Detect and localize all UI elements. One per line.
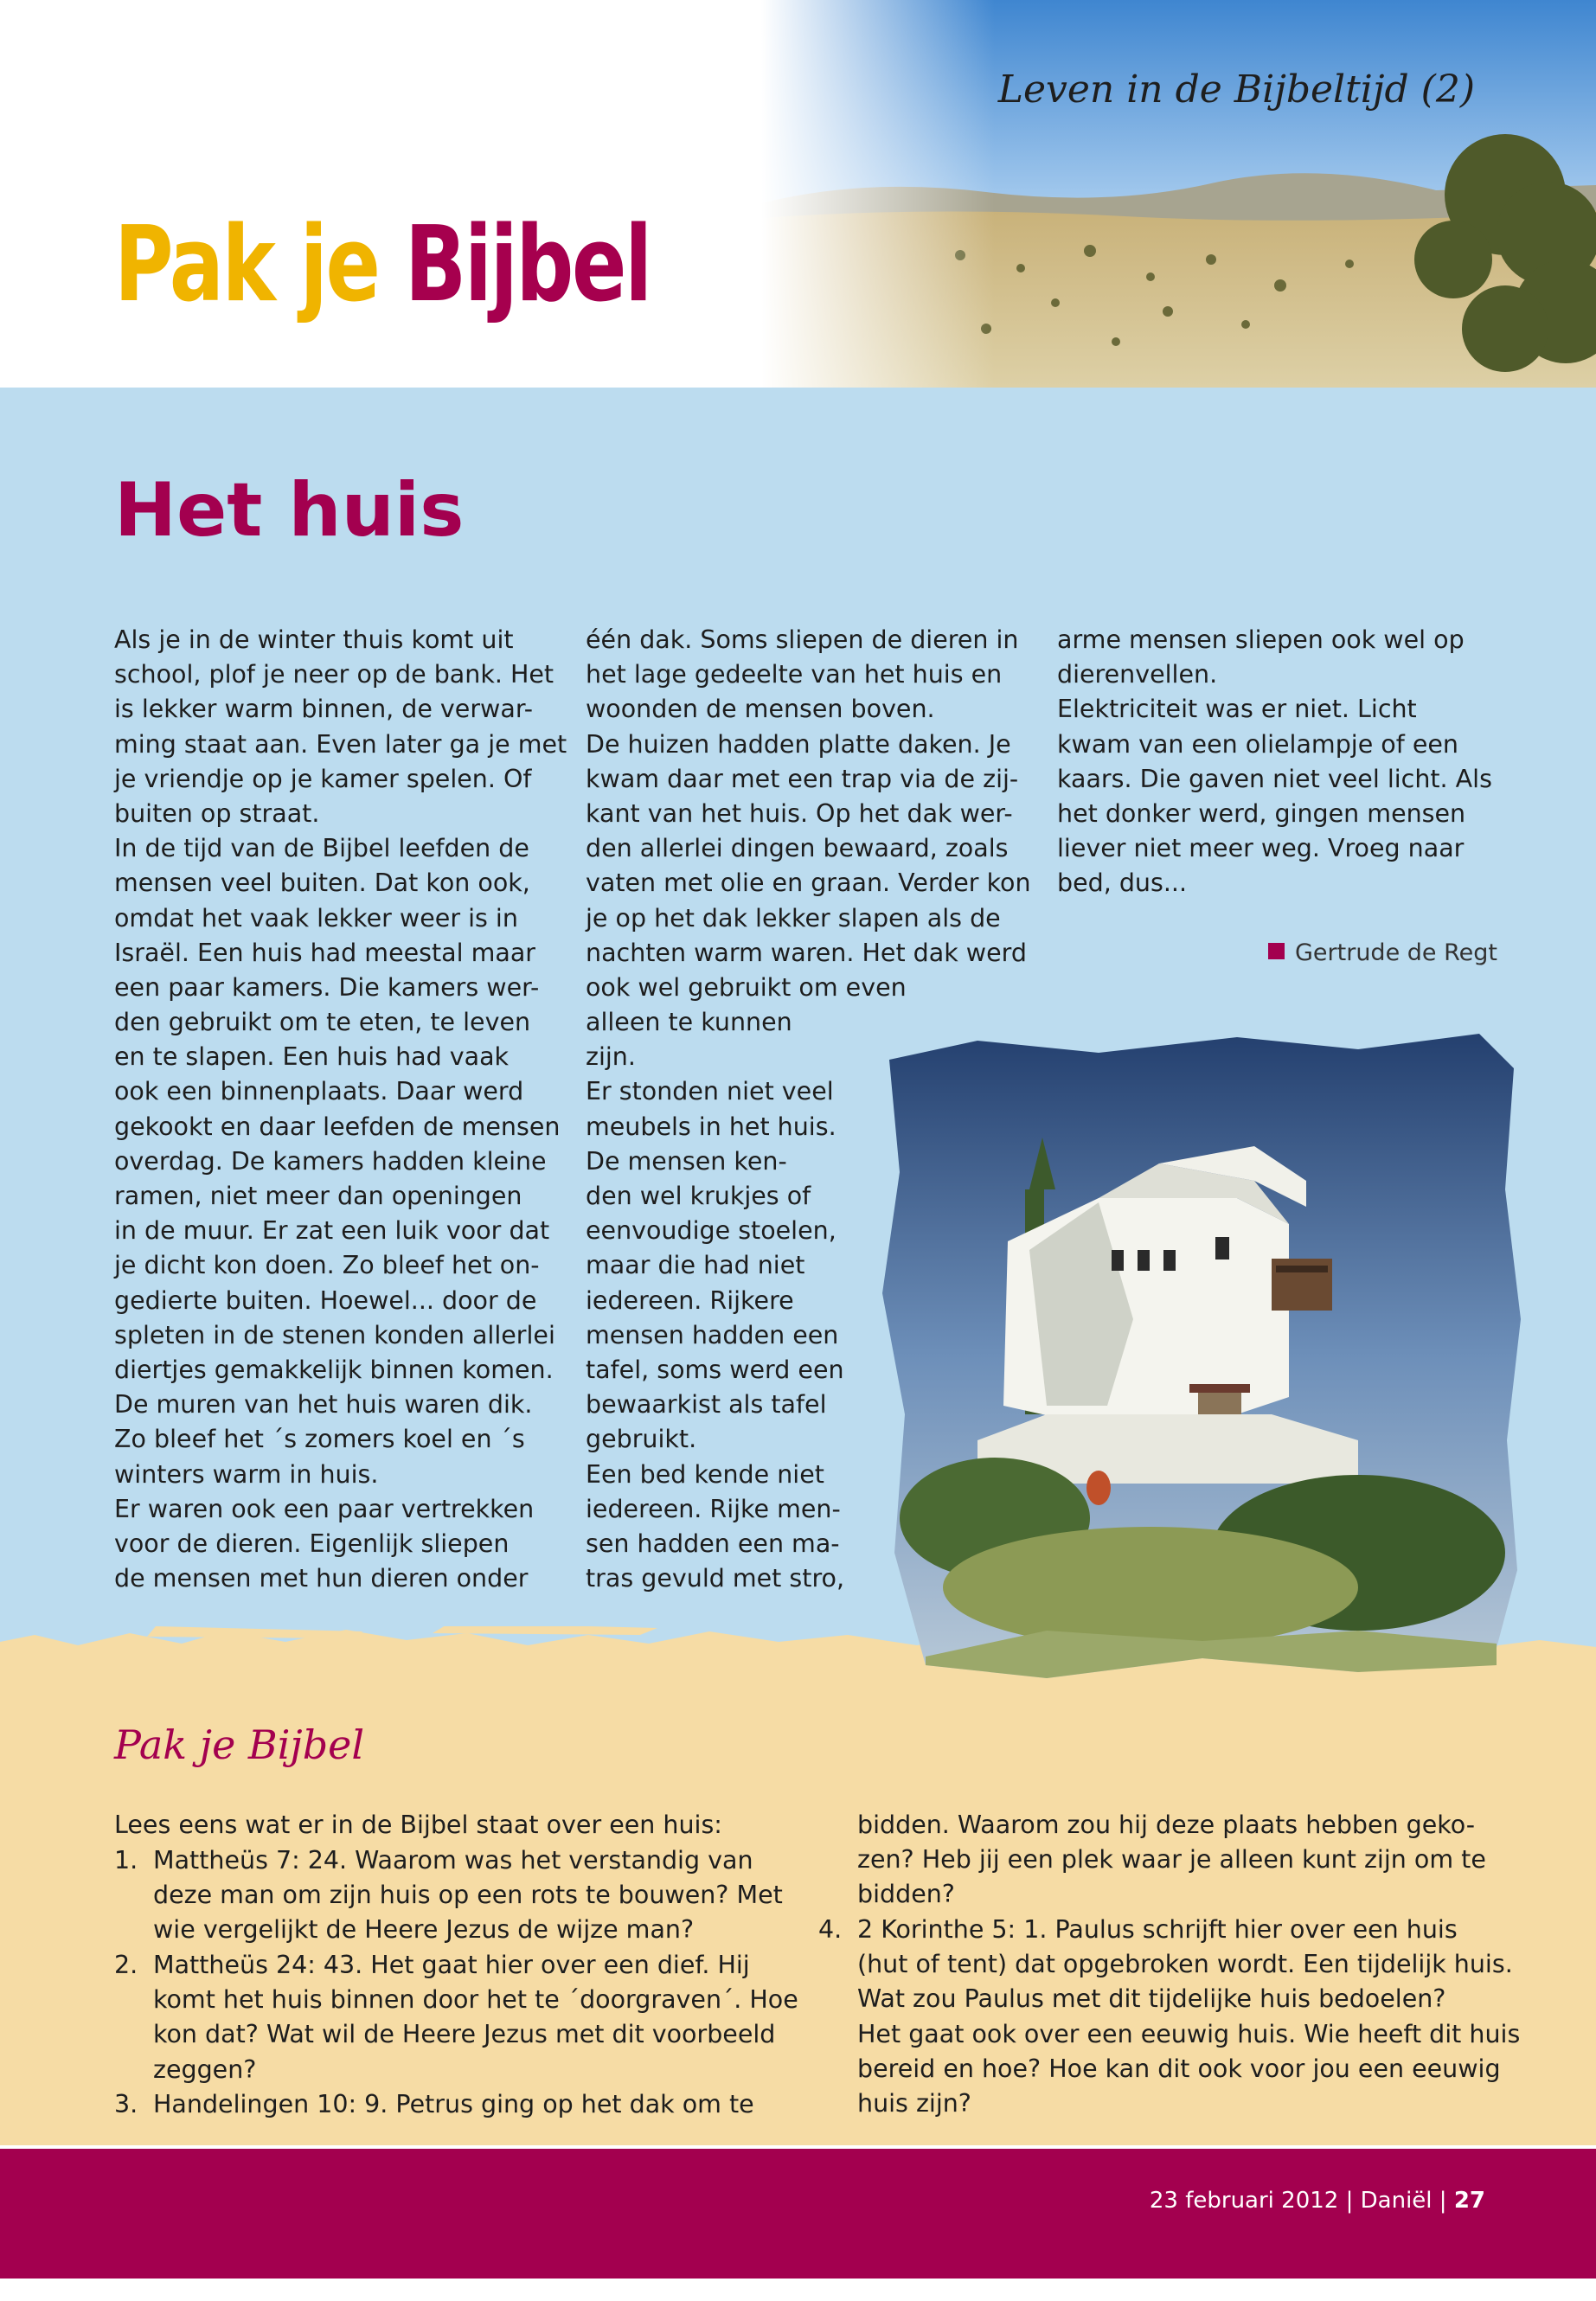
text-line: de mensen met hun dieren onder [114, 1564, 529, 1593]
question-1 [114, 1843, 783, 1948]
text-line: het lage gedeelte van het huis en [586, 660, 1003, 689]
text-line: mensen veel buiten. Dat kon ook, [114, 868, 530, 898]
house-painting [874, 1034, 1527, 1678]
text-line: één dak. Soms sliepen de dieren in [586, 625, 1019, 654]
text-line: ook wel gebruikt om even [586, 972, 907, 1002]
text-line: is lekker warm binnen, de verwar- [114, 695, 533, 724]
text-line: maar die had niet [586, 1251, 805, 1280]
text-line: ming staat aan. Even later ga je met [114, 729, 567, 759]
text-line: voor de dieren. Eigenlijk sliepen [114, 1529, 510, 1558]
series-title: Leven in de Bijbeltijd (2) [997, 67, 1475, 112]
page-footer [0, 2149, 1596, 2279]
text-line: kaars. Die gaven niet veel licht. Als [1057, 764, 1492, 793]
author-credit [1268, 939, 1497, 966]
text-line: sen hadden een ma- [586, 1529, 840, 1558]
text-line: alleen te kunnen [586, 1008, 792, 1037]
text-line: woonden de mensen boven. [586, 695, 935, 724]
text-line: kwam daar met een trap via de zij- [586, 764, 1019, 793]
text-line: arme mensen sliepen ook wel op [1057, 625, 1465, 654]
text-line: De huizen hadden platte daken. Je [586, 729, 1011, 759]
text-line: diertjes gemakkelijk binnen komen. [114, 1355, 554, 1384]
text-line: iedereen. Rijke men- [586, 1494, 841, 1523]
text-line: kwam van een olielampje of een [1057, 729, 1458, 759]
text-line: den allerlei dingen bewaard, zoals [586, 834, 1009, 863]
question-line: komt het huis binnen door het te ´doorgraven´. Hoe [153, 1985, 798, 2015]
text-line: dierenvellen. [1057, 660, 1218, 689]
page-number: 27 [1453, 2188, 1485, 2214]
text-line: in de muur. Er zat een luik voor dat [114, 1216, 550, 1246]
question-line: (hut of tent) dat opgebroken wordt. Een tijdelijk huis. [857, 1950, 1513, 1979]
text-line: het donker werd, gingen mensen [1057, 798, 1466, 828]
brand-word-je: je [299, 205, 379, 325]
text-line: tafel, soms werd een [586, 1355, 844, 1384]
question-number: 2. [114, 1951, 138, 1979]
question-4 [818, 1913, 1521, 2121]
text-line: Er waren ook een paar vertrekken [114, 1494, 535, 1523]
text-line: den wel krukjes of [586, 1182, 811, 1210]
text-line: bed, dus... [1057, 868, 1188, 898]
article-column-3 [1057, 623, 1492, 901]
question-line: Het gaat ook over een eeuwig huis. Wie heeft dit huis [857, 2019, 1521, 2048]
question-line: bereid en hoe? Hoe kan dit ook voor jou een eeuwig [857, 2054, 1501, 2083]
text-line: mensen hadden een [586, 1320, 839, 1349]
question-3 [114, 2087, 754, 2122]
text-line: Zo bleef het ´s zomers koel en ´s [114, 1425, 525, 1454]
footer-separator: | [1439, 2188, 1447, 2214]
question-line: deze man om zijn huis op een rots te bouwen? Met [153, 1881, 783, 1910]
text-line: In de tijd van de Bijbel leefden de [114, 834, 529, 863]
question-line: zen? Heb jij een plek waar je alleen kunt zijn om te [857, 1845, 1486, 1875]
landscape-photo [761, 0, 1596, 388]
article-column-1 [114, 623, 567, 1596]
text-line: omdat het vaak lekker weer is in [114, 903, 518, 933]
text-line: en te slapen. Een huis had vaak [114, 1042, 510, 1072]
question-line: Wat zou Paulus met dit tijdelijke huis bedoelen? [857, 1984, 1446, 2014]
question-3-continued [857, 1808, 1486, 1913]
issue-date: 23 februari 2012 [1149, 2188, 1339, 2214]
text-line: vaten met olie en graan. Verder kon [586, 868, 1031, 898]
text-line: De mensen ken- [586, 1146, 787, 1176]
section-title: Pak je Bijbel [114, 1721, 365, 1768]
text-line: ook een binnenplaats. Daar werd [114, 1077, 524, 1106]
text-line: winters warm in huis. [114, 1459, 379, 1489]
text-line: nachten warm waren. Het dak werd [586, 938, 1027, 967]
text-line: den gebruikt om te eten, te leven [114, 1008, 531, 1037]
question-line: huis zijn? [857, 2088, 971, 2118]
square-bullet-icon [1268, 943, 1285, 959]
footer-separator: | [1345, 2188, 1354, 2214]
text-line: ramen, niet meer dan openingen [114, 1182, 522, 1210]
text-line: bewaarkist als tafel [586, 1390, 827, 1420]
question-line: Mattheüs 24: 43. Het gaat hier over een dief. Hij [153, 1951, 750, 1979]
text-line: spleten in de stenen konden allerlei [114, 1320, 555, 1349]
footer-info [1150, 2188, 1485, 2214]
text-line: je op het dak lekker slapen als de [586, 903, 1001, 933]
text-line: je dicht kon doen. Zo bleef het on- [114, 1251, 540, 1280]
question-number: 4. [818, 1915, 843, 1944]
text-line: Als je in de winter thuis komt uit [114, 625, 514, 654]
question-line: bidden? [857, 1880, 955, 1909]
section-intro: Lees eens wat er in de Bijbel staat over een huis: [114, 1811, 722, 1839]
brand-logo [114, 201, 651, 330]
question-2 [114, 1948, 798, 2087]
text-line: De muren van het huis waren dik. [114, 1390, 533, 1420]
brand-word-pak: Pak [114, 205, 274, 325]
text-line: gedierte buiten. Hoewel... door de [114, 1285, 537, 1315]
question-line: kon dat? Wat wil de Heere Jezus met dit voorbeeld [153, 2020, 776, 2049]
text-line: kant van het huis. Op het dak wer- [586, 798, 1013, 828]
text-line: een paar kamers. Die kamers wer- [114, 972, 540, 1002]
author-name: Gertrude de Regt [1295, 939, 1497, 966]
text-line: Een bed kende niet [586, 1459, 824, 1489]
text-line: je vriendje op je kamer spelen. Of [114, 764, 532, 793]
text-line: Elektriciteit was er niet. Licht [1057, 695, 1417, 724]
question-line: 2 Korinthe 5: 1. Paulus schrijft hier over een huis [857, 1915, 1458, 1944]
text-line: overdag. De kamers hadden kleine [114, 1146, 547, 1176]
text-line: Er stonden niet veel [586, 1077, 834, 1106]
text-line: gekookt en daar leefden de mensen [114, 1112, 561, 1141]
text-line: gebruikt. [586, 1425, 697, 1454]
question-line: Mattheüs 7: 24. Waarom was het verstandig van [153, 1846, 753, 1875]
text-line: Israël. Een huis had meestal maar [114, 938, 536, 967]
magazine-name: Daniël [1360, 2188, 1433, 2214]
question-line: bidden. Waarom zou hij deze plaats hebben geko- [857, 1811, 1476, 1839]
text-line: eenvoudige stoelen, [586, 1216, 836, 1246]
bottom-margin [0, 2279, 1596, 2301]
text-line: iedereen. Rijkere [586, 1285, 794, 1315]
brand-word-bijbel: Bijbel [404, 205, 651, 325]
text-line: liever niet meer weg. Vroeg naar [1057, 834, 1465, 863]
question-number: 3. [114, 2090, 138, 2118]
text-line: buiten op straat. [114, 798, 320, 828]
article-title: Het huis [114, 467, 465, 554]
text-line: school, plof je neer op de bank. Het [114, 660, 554, 689]
text-line: meubels in het huis. [586, 1112, 836, 1141]
text-line: tras gevuld met stro, [586, 1564, 845, 1593]
question-line: zeggen? [153, 2054, 257, 2084]
question-number: 1. [114, 1846, 138, 1875]
question-line: wie vergelijkt de Heere Jezus de wijze man? [153, 1915, 695, 1945]
text-line: zijn. [586, 1042, 636, 1072]
question-line: Handelingen 10: 9. Petrus ging op het dak om te [153, 2090, 754, 2118]
